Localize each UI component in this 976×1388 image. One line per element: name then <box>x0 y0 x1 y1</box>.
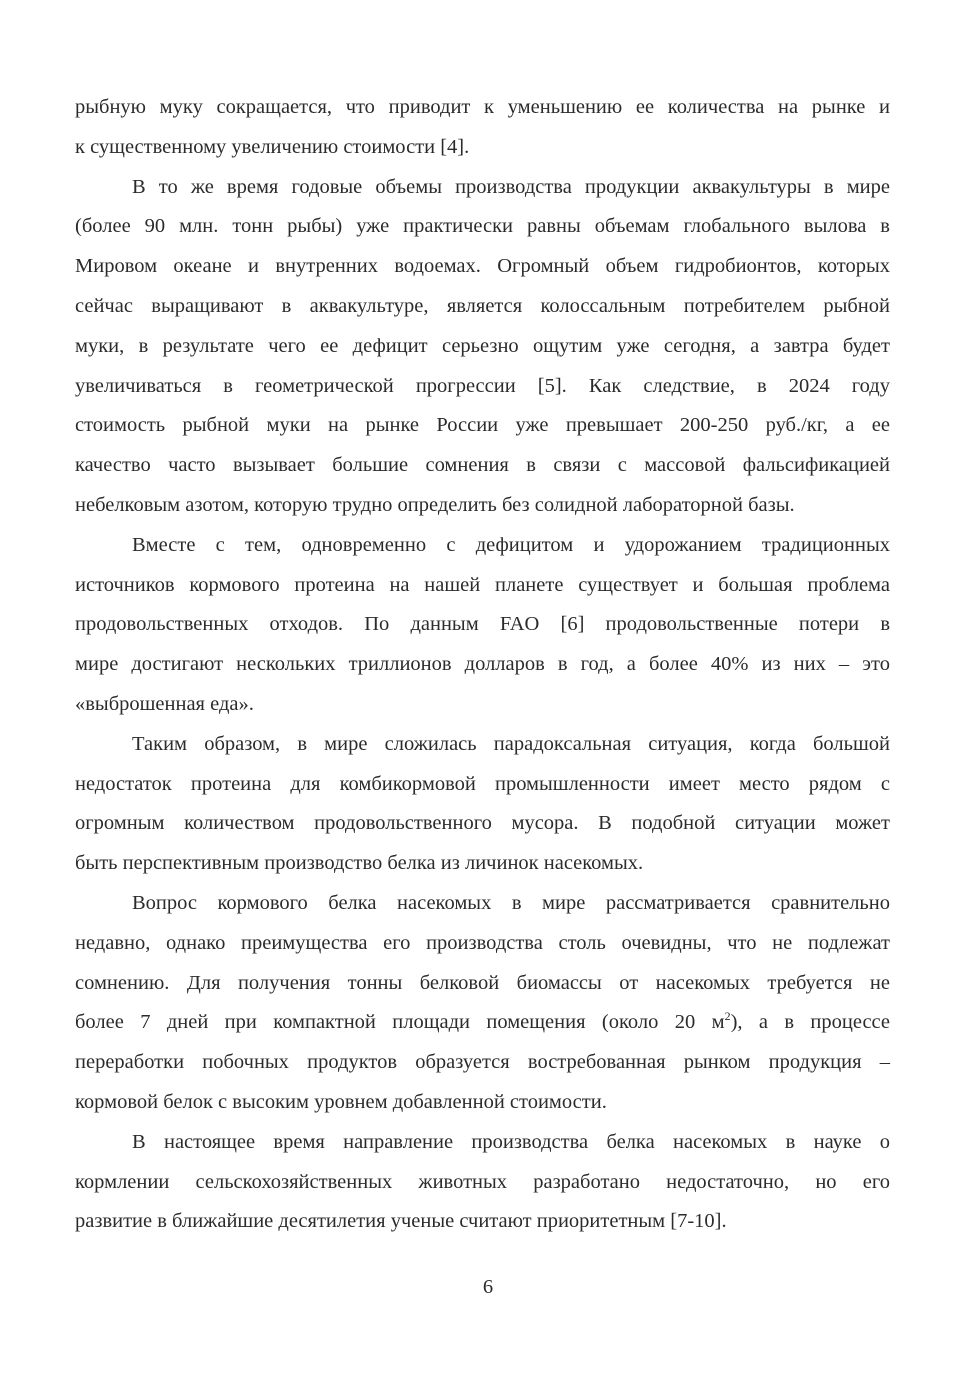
superscript: 2 <box>724 1009 731 1024</box>
text-line: кормовой белок с высоким уровнем добавленной стоимости. <box>75 1090 607 1113</box>
text-line: переработки побочных продуктов образуется востребованная рынком продукция – <box>75 1051 890 1074</box>
text-line: быть перспективным производство белка из личинок насекомых. <box>75 852 644 875</box>
paragraph <box>75 88 890 168</box>
text-line: продовольственных отходов. По данным FAO [6] продовольственные потери в <box>75 613 890 636</box>
text-line: источников кормового протеина на нашей планете существует и большая проблема <box>75 573 890 596</box>
text-fragment: ), а в процессе <box>730 1011 890 1034</box>
paragraph <box>75 168 890 526</box>
text-line: качество часто вызывает большие сомнения в связи с массовой фальсификацией <box>75 454 890 477</box>
text-fragment: более 7 дней при компактной площади помещения (около 20 м <box>75 1011 725 1034</box>
page-number: 6 <box>482 1276 494 1298</box>
paragraph <box>75 725 890 884</box>
text-line: к существенному увеличению стоимости [4]. <box>75 135 470 158</box>
text-line: Вместе с тем, одновременно с дефицитом и удорожанием традиционных <box>132 533 890 556</box>
text-line: (более 90 млн. тонн рыбы) уже практически равны объемам глобального вылова в <box>75 215 890 238</box>
text-line: недавно, однако преимущества его производства столь очевидны, что не подлежат <box>75 931 890 954</box>
text-line: В то же время годовые объемы производства продукции аквакультуры в мире <box>132 175 890 198</box>
text-line: В настоящее время направление производства белка насекомых в науке о <box>132 1130 890 1153</box>
text-line: недостаток протеина для комбикормовой промышленности имеет место рядом с <box>75 772 890 795</box>
text-line: небелковым азотом, которую трудно определить без солидной лабораторной базы. <box>75 493 795 516</box>
text-line: «выброшенная еда». <box>75 692 254 715</box>
paragraph <box>75 884 890 1123</box>
text-line: рыбную муку сокращается, что приводит к уменьшению ее количества на рынке и <box>75 96 890 118</box>
text-line: кормлении сельскохозяйственных животных разработано недостаточно, но его <box>75 1170 890 1193</box>
text-line: сейчас выращивают в аквакультуре, является колоссальным потребителем рыбной <box>75 294 890 317</box>
text-line: Таким образом, в мире сложилась парадоксальная ситуация, когда большой <box>132 732 890 755</box>
text-line: развитие в ближайшие десятилетия ученые считают приоритетным [7-10]. <box>75 1210 727 1233</box>
text-line: Вопрос кормового белка насекомых в мире рассматривается сравнительно <box>132 891 890 914</box>
body-text <box>75 88 890 1242</box>
text-line: Мировом океане и внутренних водоемах. Огромный объем гидробионтов, которых <box>75 255 890 278</box>
text-line: стоимость рыбной муки на рынке России уже превышает 200-250 руб./кг, а ее <box>75 414 890 437</box>
text-line: огромным количеством продовольственного мусора. В подобной ситуации может <box>75 812 890 835</box>
text-line: сомнению. Для получения тонны белковой биомассы от насекомых требуется не <box>75 971 890 994</box>
paragraph <box>75 1123 890 1242</box>
text-line-with-superscript <box>75 1003 890 1043</box>
text-line: мире достигают нескольких триллионов долларов в год, а более 40% из них – это <box>75 653 890 676</box>
text-line: муки, в результате чего ее дефицит серьезно ощутим уже сегодня, а завтра будет <box>75 334 890 357</box>
paragraph <box>75 526 890 725</box>
text-line: увеличиваться в геометрической прогрессии [5]. Как следствие, в 2024 году <box>75 374 890 397</box>
